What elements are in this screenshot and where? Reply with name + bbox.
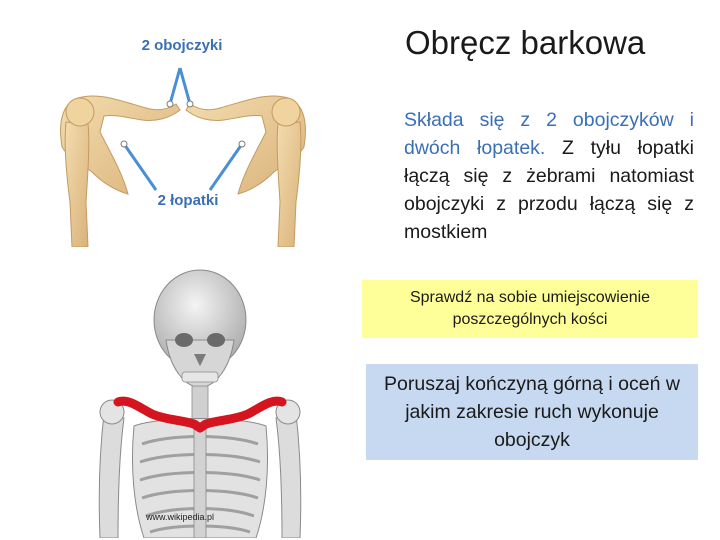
shoulder-girdle-illustration [58,12,308,247]
task-check-bones [362,280,698,338]
task-move-limb-text: Poruszaj kończyną górną i oceń w jakim zakresie ruch wykonuje obojczyk [384,373,680,451]
right-shoulder-bones [186,96,305,247]
slide-title: Obręcz barkowa [405,24,646,61]
description [404,106,694,246]
scapulae-label: 2 łopatki [157,192,219,209]
description-rest: Z tyłu łopatki łączą się z żebrami natomiast obojczyki z przodu łączą się z mostkiem [404,137,694,243]
clavicles-label: 2 obojczyki [141,37,223,54]
label-pointer-lines [124,68,242,190]
left-shoulder-bones [61,96,180,247]
description-highlight: Składa się z 2 obojczyków i dwóch łopatek. [404,109,694,159]
image-source-credit: www.wikipedia.pl [146,512,215,522]
task-move-limb [366,364,698,460]
skeleton-clavicle-illustration [90,268,310,538]
task-check-bones-text: Sprawdź na sobie umiejscowienie poszczególnych kości [409,289,651,328]
